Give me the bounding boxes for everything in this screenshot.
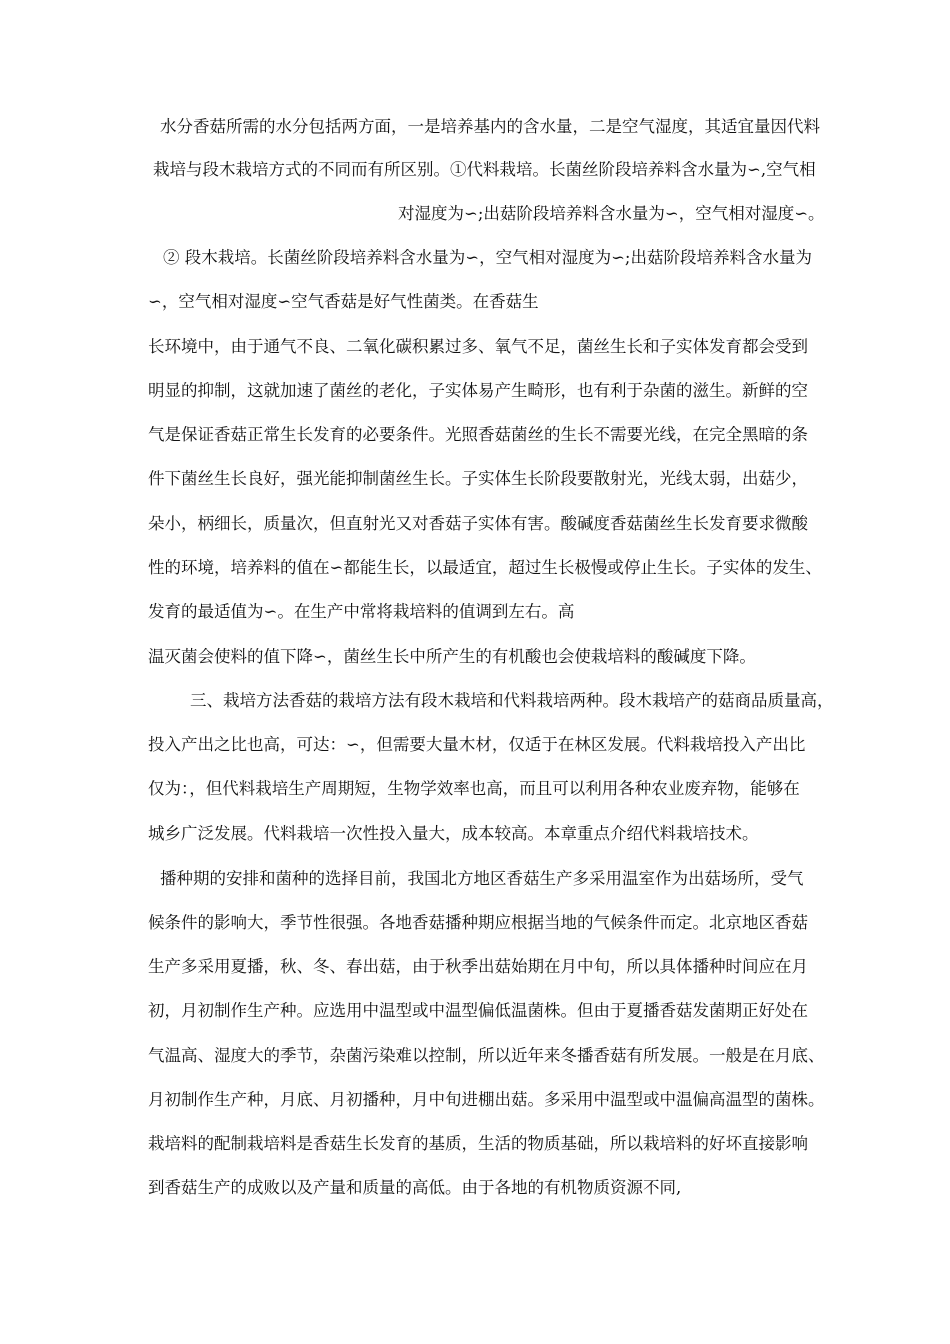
text-line-10: 朵小，柄细长，质量次，但直射光又对香菇子实体有害。酸碱度香菇菌丝生长发育要求微酸 (148, 514, 808, 533)
text-line-20: 生产多采用夏播，秋、冬、春出菇，由于秋季出菇始期在月中旬，所以具体播种时间应在月 (148, 957, 808, 976)
text-line-2: 栽培与段木栽培方式的不同而有所区别。①代料栽培。长菌丝阶段培养料含水量为∽,空气相 (153, 160, 816, 179)
text-line-3: 对湿度为∽;出菇阶段培养料含水量为∽，空气相对湿度∽。 (398, 204, 825, 223)
text-line-19: 候条件的影响大，季节性很强。各地香菇播种期应根据当地的气候条件而定。北京地区香菇 (148, 913, 808, 932)
text-line-18: 播种期的安排和菌种的选择目前，我国北方地区香菇生产多采用温室作为出菇场所，受气 (160, 869, 804, 888)
text-line-7: 明显的抑制，这就加速了菌丝的老化，子实体易产生畸形，也有利于杂菌的滋生。新鲜的空 (148, 381, 808, 400)
text-line-5: ∽，空气相对湿度∽空气香菇是好气性菌类。在香菇生 (148, 292, 539, 311)
text-line-11: 性的环境，培养料的值在∽都能生长，以最适宜，超过生长极慢或停止生长。子实体的发生、 (148, 558, 822, 577)
text-line-17: 城乡广泛发展。代料栽培一次性投入量大，成本较高。本章重点介绍代料栽培技术。 (148, 824, 759, 843)
text-line-21: 初，月初制作生产种。应选用中温型或中温型偏低温菌株。但由于夏播香菇发菌期正好处在 (148, 1001, 808, 1020)
text-line-16: 仅为：，但代料栽培生产周期短，生物学效率也高，而且可以利用各种农业废弃物，能够在 (148, 779, 800, 798)
text-line-23: 月初制作生产种，月底、月初播种，月中旬进棚出菇。多采用中温型或中温偏高温型的菌株。 (148, 1090, 825, 1109)
text-line-1: 水分香菇所需的水分包括两方面，一是培养基内的含水量，二是空气湿度，其适宜量因代料 (160, 117, 820, 136)
text-line-8: 气是保证香菇正常生长发育的必要条件。光照香菇菌丝的生长不需要光线，在完全黑暗的条 (148, 425, 808, 444)
text-line-14: 三、栽培方法香菇的栽培方法有段木栽培和代料栽培两种。段木栽培产的菇商品质量高， (190, 691, 834, 710)
text-line-9: 件下菌丝生长良好，强光能抑制菌丝生长。子实体生长阶段要散射光，光线太弱，出菇少， (148, 469, 808, 488)
text-line-15: 投入产出之比也高，可达：∽，但需要大量木材，仅适于在林区发展。代料栽培投入产出比 (148, 735, 806, 754)
text-line-22: 气温高、湿度大的季节，杂菌污染难以控制，所以近年来冬播香菇有所发展。一般是在月底、 (148, 1046, 825, 1065)
text-line-4: ② 段木栽培。长菌丝阶段培养料含水量为∽，空气相对湿度为∽;出菇阶段培养料含水量为 (163, 248, 812, 267)
text-line-25: 到香菇生产的成败以及产量和质量的高低。由于各地的有机物质资源不同, (148, 1178, 682, 1197)
text-line-13: 温灭菌会使料的值下降∽，菌丝生长中所产生的有机酸也会使栽培料的酸碱度下降。 (148, 647, 756, 666)
text-line-24: 栽培料的配制栽培料是香菇生长发育的基质，生活的物质基础，所以栽培料的好坏直接影响 (148, 1134, 808, 1153)
text-line-6: 长环境中，由于通气不良、二氧化碳积累过多、氧气不足，菌丝生长和子实体发育都会受到 (148, 337, 808, 356)
text-line-12: 发育的最适值为∽。在生产中常将栽培料的值调到左右。高 (148, 602, 575, 621)
